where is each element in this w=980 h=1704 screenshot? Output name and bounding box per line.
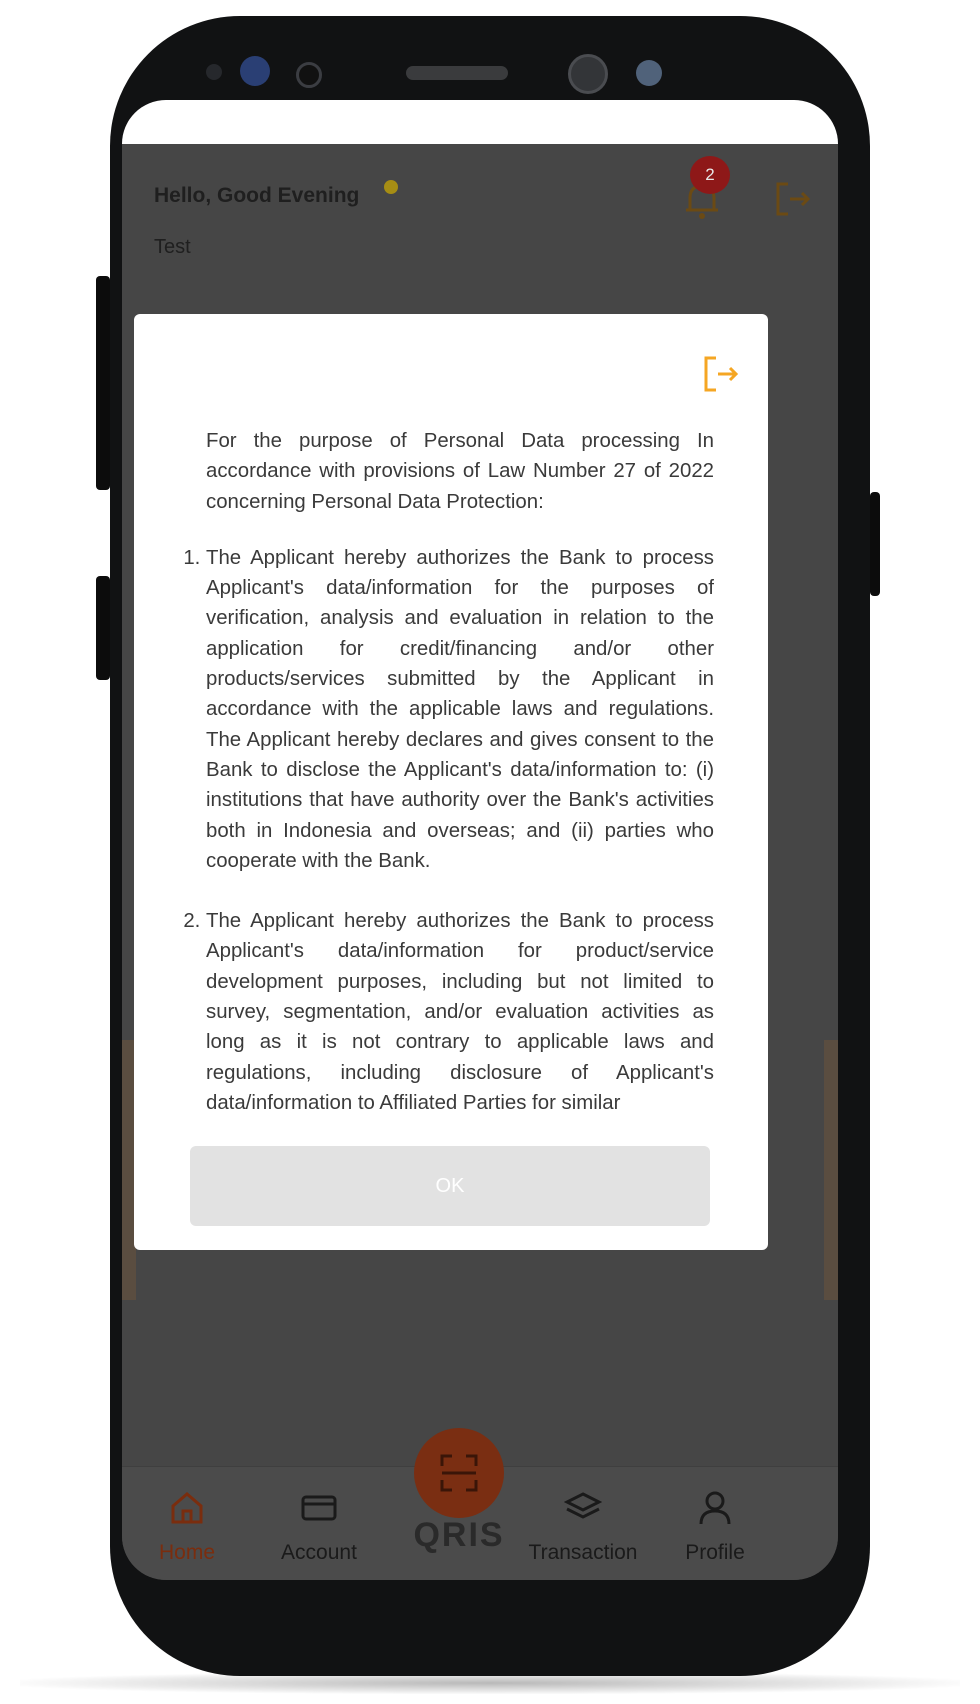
terms-text[interactable]	[174, 426, 714, 1112]
layers-icon	[564, 1489, 602, 1527]
earpiece-speaker	[406, 66, 508, 80]
nav-account[interactable]	[254, 1489, 384, 1565]
logout-icon[interactable]	[772, 178, 814, 220]
nav-home-label: Home	[158, 1541, 216, 1564]
nav-home[interactable]	[122, 1489, 252, 1565]
scan-icon	[438, 1452, 480, 1494]
power-button	[870, 492, 880, 596]
notification-badge: 2	[690, 156, 730, 194]
rear-sensor	[636, 60, 662, 86]
ok-button[interactable]: OK	[190, 1146, 710, 1226]
terms-item: 2. The Applicant hereby authorizes the Bank to process Applicant's data/information for product/service development purposes, including but not limited to survey, segmentation, and/or evaluation activities as long as it is not contrary to applicable laws and regulations, including disclosure of Applicant's data/information to Affiliated Parties for similar	[206, 906, 714, 1112]
sensor-dot	[206, 64, 222, 80]
qris-logo[interactable]: QRIS	[413, 1516, 505, 1554]
volume-up-button	[96, 276, 110, 490]
front-camera	[240, 56, 270, 86]
sun-icon	[384, 180, 398, 194]
nav-account-label: Account	[281, 1541, 357, 1564]
user-icon	[696, 1489, 734, 1527]
home-icon	[168, 1489, 206, 1527]
terms-item: 1. The Applicant hereby authorizes the Bank to process Applicant's data/information for the purposes of verification, analysis and evaluation in relation to the application for credit/financing and/or other products/services submitted by the Applicant in accordance with the applicable laws and regulations. The Applicant hereby declares and gives consent to the Bank to disclose the Applicant's data/information to: (i) institutions that have authority over the Bank's activities both in Indonesia and overseas; and (ii) parties who cooperate with the Bank.	[206, 543, 714, 876]
data-consent-modal	[134, 314, 768, 1250]
nav-transaction[interactable]	[518, 1489, 648, 1565]
nav-profile[interactable]	[650, 1489, 780, 1565]
logout-icon[interactable]	[702, 354, 740, 394]
nav-transaction-label: Transaction	[528, 1541, 638, 1564]
username-text: Test	[154, 236, 191, 258]
volume-down-button	[96, 576, 110, 680]
terms-intro: For the purpose of Personal Data processing In accordance with provisions of Law Number 27 of 2022 concerning Personal Data Protection:	[206, 430, 714, 513]
nav-profile-label: Profile	[685, 1541, 745, 1564]
status-bar	[122, 100, 838, 144]
greeting-text: Hello, Good Evening	[154, 184, 360, 207]
proximity-sensor	[296, 62, 322, 88]
card-icon	[300, 1489, 338, 1527]
banner-edge-right	[824, 1040, 838, 1300]
iris-camera	[568, 54, 608, 94]
qris-scan-button[interactable]	[414, 1428, 504, 1518]
terms-list	[174, 543, 714, 1112]
